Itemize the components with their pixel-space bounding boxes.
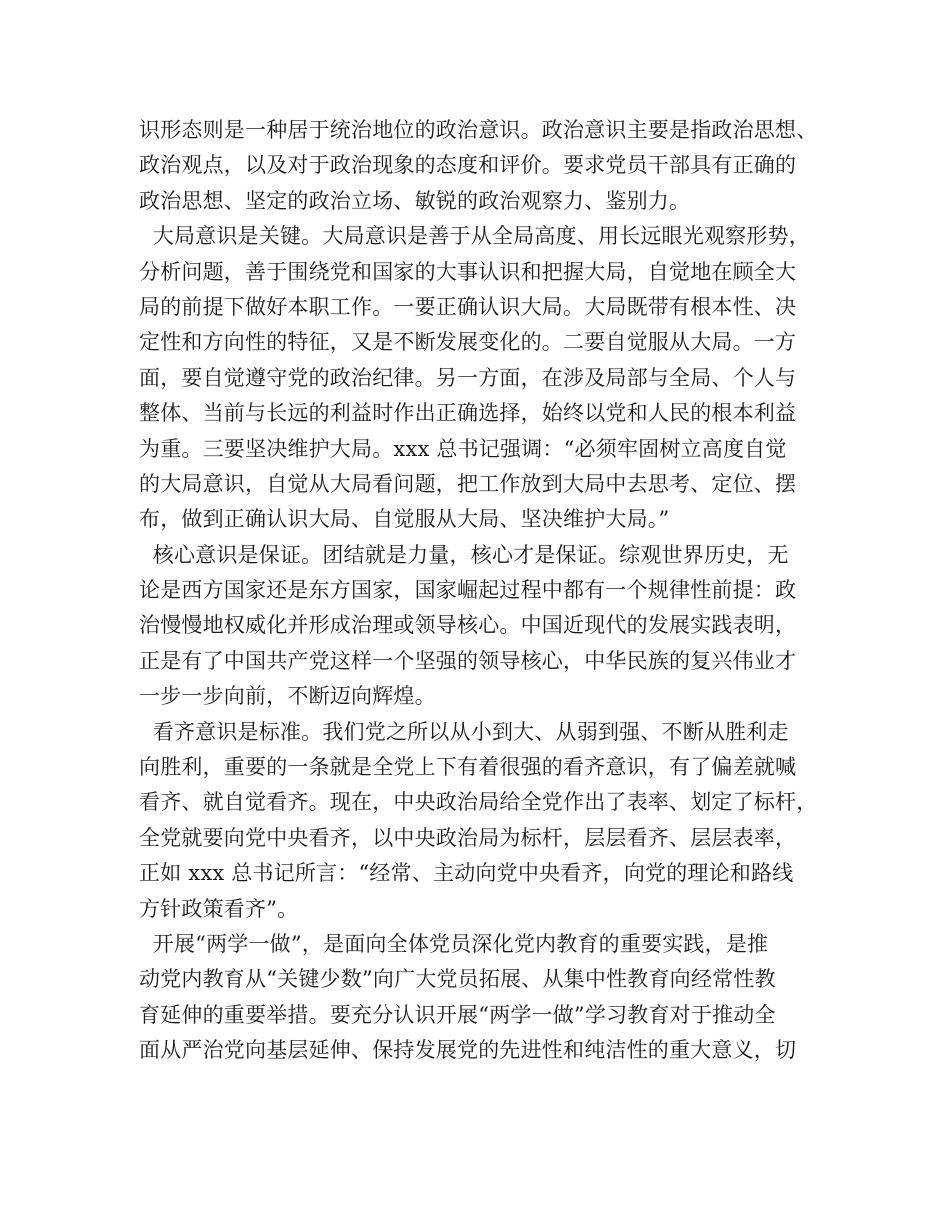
text-line: 局的前提下做好本职工作。一要正确认识大局。大局既带有根本性、决 [139, 294, 797, 319]
text-line: 的大局意识，自觉从大局看问题，把工作放到大局中去思考、定位、摆 [139, 471, 797, 496]
text-line: 一步一步向前，不断迈向辉煌。 [139, 684, 436, 709]
text-line: 布，做到正确认识大局、自觉服从大局、坚决维护大局。” [139, 507, 670, 532]
text-line: 向胜利，重要的一条就是全党上下有着很强的看齐意识，有了偏差就喊 [139, 755, 797, 780]
text-line: 定性和方向性的特征，又是不断发展变化的。二要自觉服从大局。一方 [139, 330, 797, 355]
text-line: 为重。三要坚决维护大局。xxx 总书记强调：“必须牢固树立高度自觉 [139, 436, 787, 461]
text-line: 看齐、就自觉看齐。现在，中央政治局给全党作出了表率、划定了标杆， [139, 790, 818, 815]
text-line: 论是西方国家还是东方国家，国家崛起过程中都有一个规律性前提：政 [139, 578, 797, 603]
text-line: 政治观点，以及对于政治现象的态度和评价。要求党员干部具有正确的 [139, 153, 797, 178]
text-line: 育延伸的重要举措。要充分认识开展“两学一做”学习教育对于推动全 [139, 1002, 776, 1027]
text-line: 开展“两学一做”，是面向全体党员深化党内教育的重要实践，是推 [139, 931, 769, 956]
text-line: 方针政策看齐”。 [139, 896, 299, 921]
text-line: 核心意识是保证。团结就是力量，核心才是保证。综观世界历史，无 [139, 542, 789, 567]
text-line: 正是有了中国共产党这样一个坚强的领导核心，中华民族的复兴伟业才 [139, 648, 797, 673]
text-line: 政治思想、坚定的政治立场、敏锐的政治观察力、鉴别力。 [139, 188, 691, 213]
document-body-text [139, 113, 819, 1069]
text-line: 分析问题，善于围绕党和国家的大事认识和把握大局，自觉地在顾全大 [139, 259, 797, 284]
text-line: 治慢慢地权威化并形成治理或领导核心。中国近现代的发展实践表明， [139, 613, 797, 638]
text-line: 整体、当前与长远的利益时作出正确选择，始终以党和人民的根本利益 [139, 401, 797, 426]
text-line: 全党就要向党中央看齐，以中央政治局为标杆，层层看齐、层层表率， [139, 825, 797, 850]
text-line: 识形态则是一种居于统治地位的政治意识。政治意识主要是指政治思想、 [139, 118, 818, 142]
text-line: 面从严治党向基层延伸、保持发展党的先进性和纯洁性的重大意义，切 [139, 1038, 797, 1063]
text-line: 看齐意识是标准。我们党之所以从小到大、从弱到强、不断从胜利走 [139, 719, 789, 744]
text-line: 动党内教育从“关键少数”向广大党员拓展、从集中性教育向经常性教 [139, 967, 776, 992]
text-line: 面，要自觉遵守党的政治纪律。另一方面，在涉及局部与全局、个人与 [139, 365, 797, 390]
text-line: 大局意识是关键。大局意识是善于从全局高度、用长远眼光观察形势， [139, 224, 810, 249]
text-line: 正如 xxx 总书记所言：“经常、主动向党中央看齐，向党的理论和路线 [139, 861, 794, 886]
